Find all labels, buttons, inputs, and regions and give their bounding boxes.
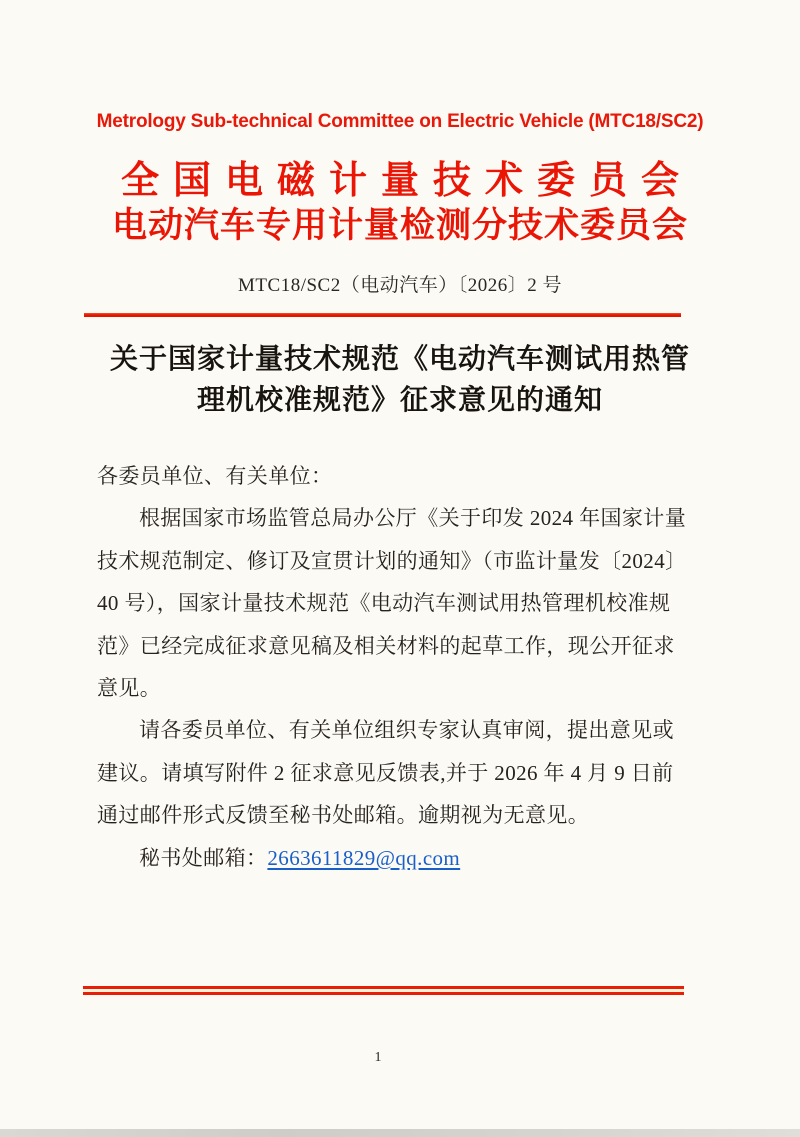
- contact-line: [97, 837, 697, 879]
- notice-title-line2: 理机校准规范》征求意见的通知: [196, 384, 603, 415]
- notice-title: [0, 338, 800, 420]
- page-number: 1: [374, 1050, 382, 1065]
- paragraph1-line: 技术规范制定、修订及宣贯计划的通知》（市监计量发〔2024〕: [97, 548, 687, 573]
- paragraph1-line: 40 号），国家计量技术规范《电动汽车测试用热管理机校准规: [97, 591, 671, 616]
- letterhead-divider-rule: [84, 313, 681, 317]
- footer-divider-rule: [83, 986, 684, 995]
- document-number: MTC18/SC2（电动汽车）〔2026〕2 号: [238, 275, 562, 296]
- paragraph2-line: 请各委员单位、有关单位组织专家认真审阅，提出意见或: [139, 718, 674, 743]
- paragraph2-line: 建议。请填写附件 2 征求意见反馈表,并于 2026 年 4 月 9 日前: [97, 760, 674, 785]
- committee-name-line2: 电动汽车专用计量检测分技术委员会: [111, 206, 688, 245]
- secretariat-email-link[interactable]: 2663611829@qq.com: [267, 845, 461, 870]
- salutation: 各委员单位、有关单位：: [97, 464, 333, 488]
- paragraph1-line: 意见。: [97, 676, 162, 701]
- notice-body: [97, 455, 697, 879]
- scan-edge-shadow: [0, 1129, 800, 1137]
- contact-label: 秘书处邮箱：: [139, 845, 268, 870]
- paragraph1-line: 根据国家市场监管总局办公厅《关于印发 2024 年国家计量: [139, 506, 687, 531]
- paragraph2-line: 通过邮件形式反馈至秘书处邮箱。逾期视为无意见。: [97, 803, 590, 828]
- paragraph1-line: 范》已经完成征求意见稿及相关材料的起草工作，现公开征求: [97, 633, 675, 658]
- committee-name-line1: 全国电磁计量技术委员会: [120, 160, 693, 202]
- notice-title-line1: 关于国家计量技术规范《电动汽车测试用热管: [109, 343, 690, 374]
- letterhead-english-title: Metrology Sub-technical Committee on Electric Vehicle (MTC18/SC2): [96, 111, 704, 132]
